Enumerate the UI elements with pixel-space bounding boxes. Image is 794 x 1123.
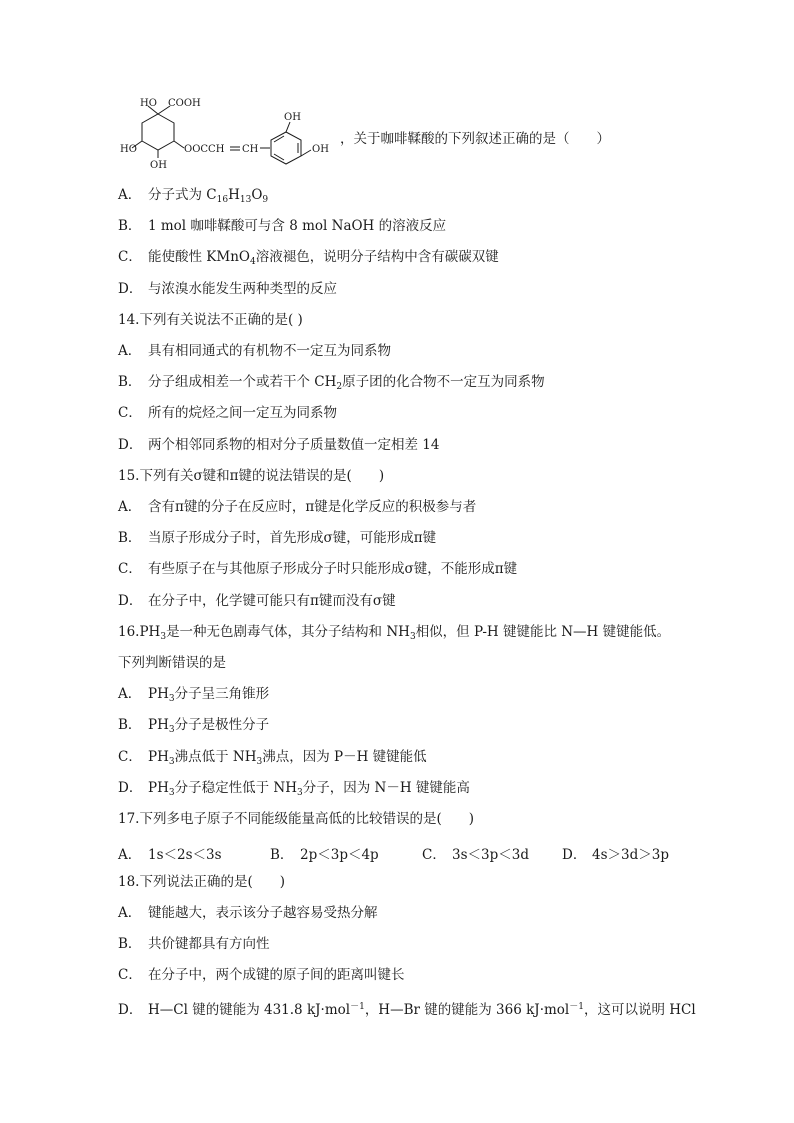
q14-stem: 14.下列有关说法不正确的是( ) [118, 312, 303, 328]
q15-option-c: C． 有些原子在与其他原子形成分子时只能形成σ键，不能形成π键 [118, 561, 518, 577]
structure-drawing [118, 96, 340, 172]
q17-option-b: B． 2p＜3p＜4p [270, 847, 379, 863]
q13-option-b: B． 1 mol 咖啡鞣酸可与含 8 mol NaOH 的溶液反应 [118, 218, 447, 234]
q18-option-a: A． 键能越大，表示该分子越容易受热分解 [118, 905, 378, 921]
q17-option-a: A． 1s＜2s＜3s [118, 847, 222, 863]
ho-left-label: HO [120, 144, 137, 155]
q16-stem-line2: 下列判断错误的是 [118, 655, 226, 671]
q15-option-a: A． 含有π键的分子在反应时，π键是化学反应的积极参与者 [118, 499, 477, 515]
q17-stem: 17.下列多电子原子不同能级能量高低的比较错误的是( ) [118, 811, 475, 827]
q18-option-c: C． 在分子中，两个成键的原子间的距离叫键长 [118, 967, 405, 983]
q17-option-c: C． 3s＜3p＜3d [422, 847, 529, 863]
q15-option-d: D． 在分子中，化学键可能只有π键而没有σ键 [118, 593, 396, 609]
q13-option-a: A． 分子式为 $C_{16}H_{13}O_9$ [118, 187, 269, 205]
q15-option-b: B． 当原子形成分子时，首先形成σ键，可能形成π键 [118, 530, 437, 546]
q15-stem: 15.下列有关σ键和π键的说法错误的是( ) [118, 468, 385, 484]
oh-bottom-label: OH [150, 160, 167, 171]
q14-option-c: C． 所有的烷烃之间一定互为同系物 [118, 405, 337, 421]
q14-option-d: D． 两个相邻同系物的相对分子质量数值一定相差 14 [118, 437, 440, 453]
q14-option-a: A． 具有相同通式的有机物不一定互为同系物 [118, 343, 391, 359]
q14-option-b: B． 分子组成相差一个或若干个 $CH_2$原子团的化合物不一定互为同系物 [118, 374, 545, 392]
q18-option-b: B． 共价键都具有方向性 [118, 936, 270, 952]
oh-right-label: OH [312, 144, 329, 155]
q18-stem: 18.下列说法正确的是( ) [118, 874, 286, 890]
q13-option-d: D． 与浓溴水能发生两种类型的反应 [118, 281, 337, 297]
q18-option-d: D． H—Cl 键的键能为 431.8 kJ·mol$^{-1}$，H—Br 键的键能为 366 kJ·mol$^{-1}$，这可以说明 HCl [118, 1002, 696, 1018]
ch-label: CH [242, 144, 259, 155]
q16-stem: $16.PH_3$是一种无色剧毒气体，其分子结构和 $NH_3$相似，但 P-H 键键能比 N—H 键键能低。 [118, 624, 671, 642]
q13-intro: ，关于咖啡鞣酸的下列叙述正确的是（ ） [340, 131, 610, 147]
q16-option-a: A． $PH_3$分子呈三角锥形 [118, 686, 270, 704]
cooh-label: COOH [168, 98, 201, 109]
q16-option-d: D． $PH_3$分子稳定性低于 $NH_3$分子，因为 N－H 键键能高 [118, 780, 470, 798]
ho-top-label: HO [140, 98, 157, 109]
q16-option-c: C． $PH_3$沸点低于 $NH_3$沸点，因为 P－H 键键能低 [118, 749, 427, 767]
q17-option-d: D． 4s＞3d＞3p [562, 847, 669, 863]
caffeotannic-acid-structure [118, 96, 340, 172]
oh-top-label: OH [284, 112, 301, 123]
ester-label: OOCCH [184, 144, 225, 155]
q16-option-b: B． $PH_3$分子是极性分子 [118, 717, 270, 735]
q13-option-c: C． 能使酸性 KMnO$_4$溶液褪色，说明分子结构中含有碳碳双键 [118, 249, 499, 267]
